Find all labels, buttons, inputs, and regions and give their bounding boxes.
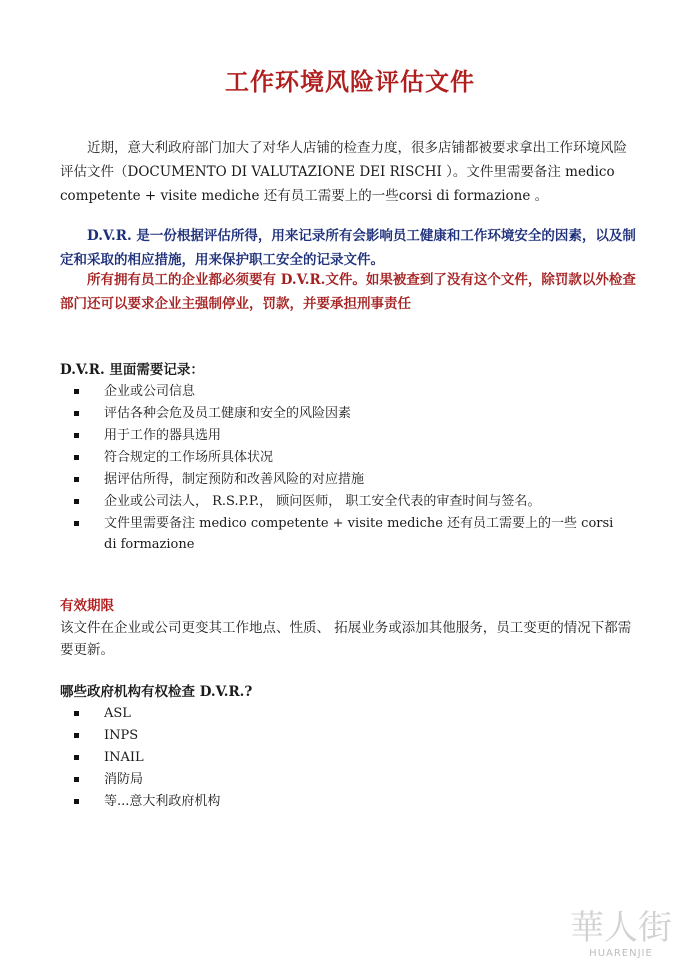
bullet-icon — [74, 433, 79, 438]
bullet-icon — [74, 499, 79, 504]
list-item-text: 消防局 — [104, 772, 144, 787]
list-item-text: 据评估所得，制定预防和改善风险的对应措施 — [104, 472, 365, 487]
bullet-icon — [74, 411, 79, 416]
bullet-icon — [74, 455, 79, 460]
records-heading: D.V.R. 里面需要记录： — [60, 362, 204, 378]
list-item-text: ASL — [104, 706, 131, 721]
bullet-icon — [74, 477, 79, 482]
list-item-text: 企业或公司信息 — [104, 384, 196, 399]
list-item — [60, 403, 620, 425]
validity-heading: 有效期限 — [60, 598, 114, 614]
intro-paragraph: 近期，意大利政府部门加大了对华人店铺的检查力度，很多店铺都被要求拿出工作环境风险评估文件（DOCUMENTO DI VALUTAZIONE DEI RISCHI ）。文件里需要备注 medico competente + visite mediche 还有员工需要上的一些corsi di formazione 。 — [60, 140, 627, 204]
list-item — [60, 747, 620, 769]
list-item-text: INAIL — [104, 750, 144, 765]
list-item-text: 企业或公司法人， R.S.P.P.， 顾问医师， 职工安全代表的审查时间与签名。 — [104, 494, 541, 509]
bullet-icon — [74, 755, 79, 760]
watermark-glyph: 華人街 — [570, 908, 672, 948]
bullet-icon — [74, 777, 79, 782]
bullet-icon — [74, 733, 79, 738]
inspection-heading: 哪些政府机构有权检查 D.V.R.? — [60, 684, 253, 700]
list-item — [60, 703, 620, 725]
bullet-icon — [74, 389, 79, 394]
warning-paragraph: 所有拥有员工的企业都必须要有 D.V.R.文件。如果被查到了没有这个文件，除罚款以外检查部门还可以要求企业主强制停业，罚款，并要承担刑事责任 — [60, 272, 636, 312]
validity-paragraph: 该文件在企业或公司更变其工作地点、性质、 拓展业务或添加其他服务，员工变更的情况下都需要更新。 — [60, 620, 632, 658]
list-item-text: 等...意大利政府机构 — [104, 794, 221, 809]
bullet-icon — [74, 711, 79, 716]
list-item — [60, 491, 620, 513]
list-item-text: 评估各种会危及员工健康和安全的风险因素 — [104, 406, 352, 421]
list-item — [60, 447, 620, 469]
list-item — [60, 425, 620, 447]
watermark-text: HUARENJIE — [589, 948, 653, 959]
list-item — [60, 513, 620, 555]
records-list — [60, 381, 620, 555]
watermark-logo — [556, 908, 686, 968]
bullet-icon — [74, 799, 79, 804]
page-title: 工作环境风险评估文件 — [225, 67, 475, 96]
list-item-text: 用于工作的器具选用 — [104, 428, 222, 443]
list-item-text: 文件里需要备注 medico competente + visite mediche 还有员工需要上的一些 corsi di formazione — [104, 516, 614, 552]
dvr-definition-paragraph: D.V.R. 是一份根据评估所得，用来记录所有会影响员工健康和工作环境安全的因素，以及制定和采取的相应措施，用来保护职工安全的记录文件。 — [60, 228, 636, 268]
inspection-list — [60, 703, 620, 813]
list-item — [60, 381, 620, 403]
list-item-text: 符合规定的工作场所具体状况 — [104, 450, 274, 465]
list-item — [60, 791, 620, 813]
list-item-text: INPS — [104, 728, 139, 743]
list-item — [60, 769, 620, 791]
list-item — [60, 725, 620, 747]
list-item — [60, 469, 620, 491]
bullet-icon — [74, 521, 79, 526]
